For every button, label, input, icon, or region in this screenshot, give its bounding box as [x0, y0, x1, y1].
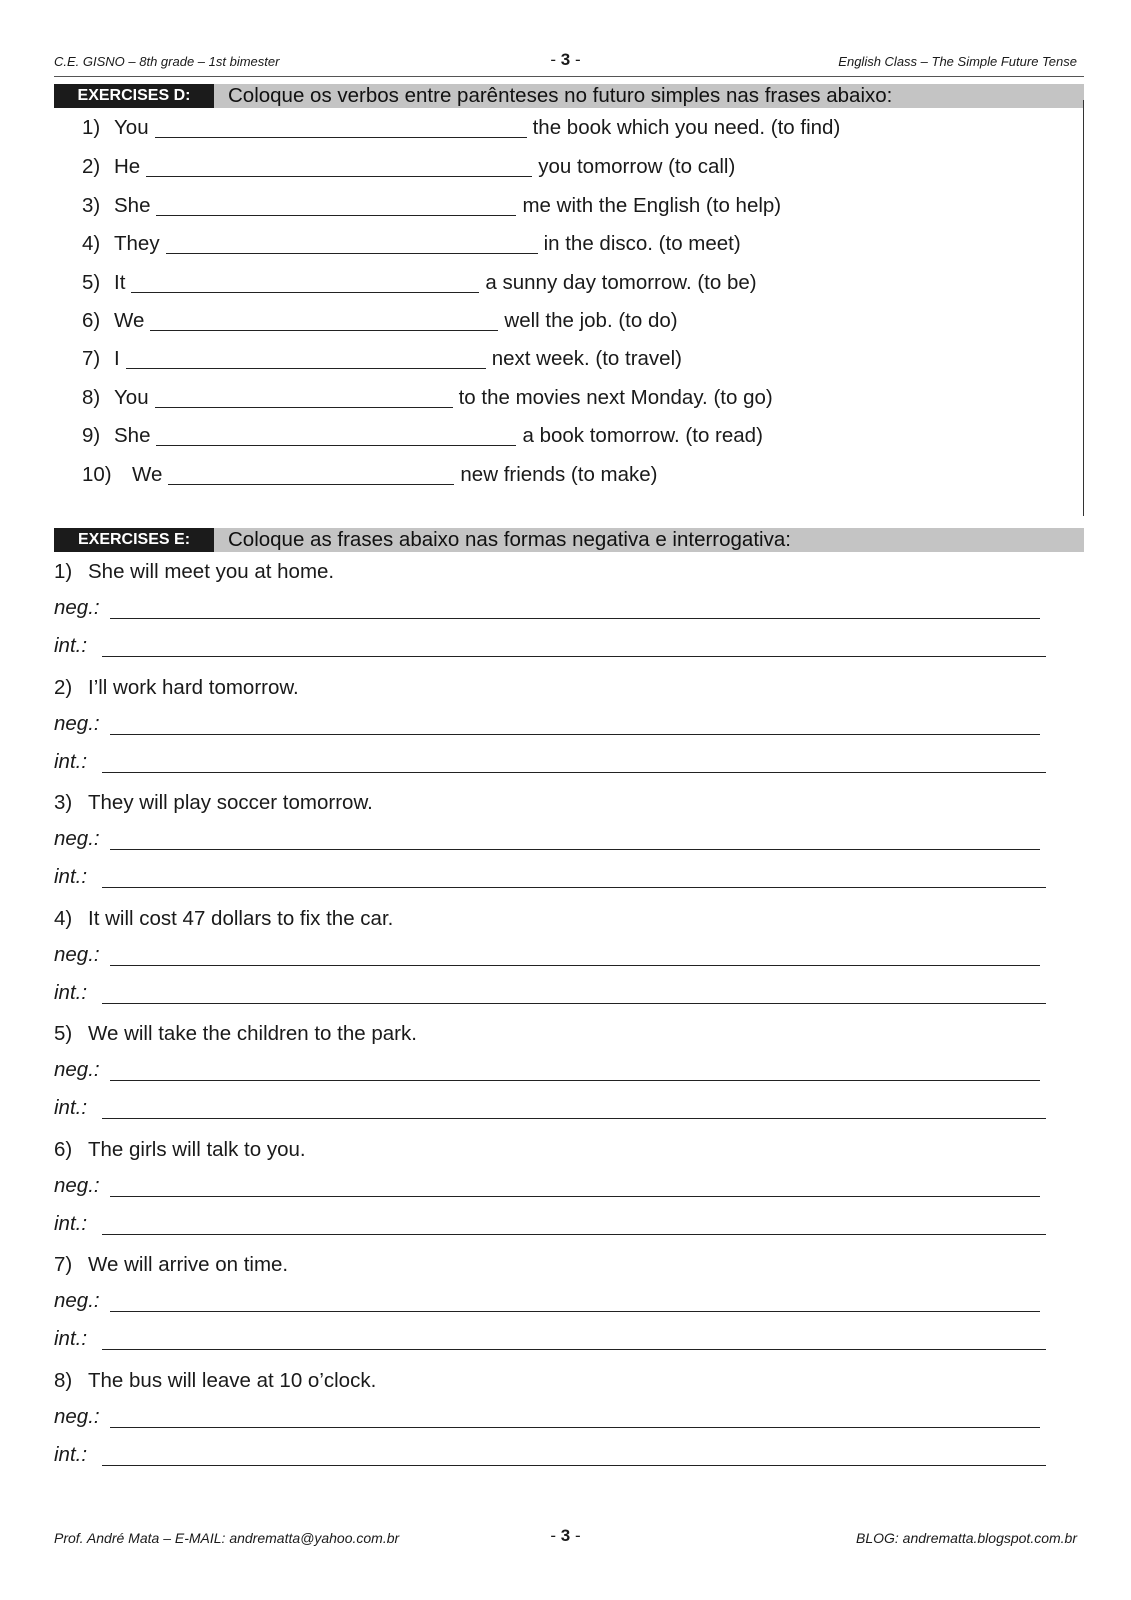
exercise-e-int-label: int.:	[54, 865, 88, 888]
header-page-number-value: 3	[560, 50, 571, 69]
footer-page-number-value: 3	[560, 1526, 571, 1545]
exercise-e-number: 7)	[54, 1253, 73, 1276]
exercise-e-question	[54, 1022, 417, 1046]
exercises-d-header	[54, 84, 1084, 108]
exercise-e-int-label: int.:	[54, 1327, 88, 1350]
exercise-d-subject: I	[114, 347, 120, 370]
exercises-d-title: Coloque os verbos entre parênteses no futuro simples nas frases abaixo:	[228, 84, 893, 107]
exercise-d-rest: the book which you need. (to find)	[532, 116, 841, 139]
exercise-d-rest: me with the English (to help)	[522, 194, 782, 217]
exercise-e-neg-answer-line[interactable]	[110, 1080, 1040, 1081]
exercises-d-side-border	[1083, 100, 1084, 516]
exercise-e-number: 5)	[54, 1022, 73, 1045]
exercise-e-int-label: int.:	[54, 980, 88, 1004]
exercise-d-answer-blank[interactable]	[146, 156, 532, 177]
footer-blog: BLOG: andrematta.blogspot.com.br	[856, 1530, 1077, 1546]
exercise-e-neg-label: neg.:	[54, 1289, 100, 1312]
exercise-e-int-label: int.:	[54, 1442, 88, 1466]
exercise-e-neg-answer-line[interactable]	[110, 965, 1040, 966]
header-page-number: - 3 -	[550, 50, 581, 69]
exercise-e-neg-label: neg.:	[54, 827, 100, 850]
exercise-e-question	[54, 1138, 306, 1162]
exercise-d-rest: a book tomorrow. (to read)	[522, 424, 763, 447]
exercise-e-question	[54, 560, 334, 584]
exercise-d-subject: He	[114, 155, 141, 178]
exercise-e-int-answer-line[interactable]	[102, 772, 1046, 773]
exercise-d-answer-blank[interactable]	[168, 464, 454, 485]
exercise-e-neg-row	[54, 710, 1054, 738]
exercise-e-number: 8)	[54, 1368, 73, 1392]
exercise-d-number: 2)	[82, 155, 101, 178]
exercise-d-answer-blank[interactable]	[131, 272, 479, 293]
exercise-e-int-row	[54, 632, 1054, 660]
exercise-e-neg-label: neg.:	[54, 1058, 100, 1081]
exercise-e-int-label: int.:	[54, 1096, 88, 1119]
exercise-e-sentence: We will arrive on time.	[88, 1253, 289, 1276]
exercise-e-int-answer-line[interactable]	[102, 1003, 1046, 1004]
exercise-e-neg-answer-line[interactable]	[110, 734, 1040, 735]
footer-page-number: - 3 -	[550, 1526, 581, 1545]
exercise-e-int-row	[54, 1325, 1054, 1353]
exercise-d-answer-blank[interactable]	[156, 195, 516, 216]
exercise-d-number: 10)	[82, 463, 112, 486]
exercise-d-rest: next week. (to travel)	[491, 347, 682, 370]
exercise-e-question	[54, 907, 393, 931]
exercise-e-sentence: The girls will talk to you.	[88, 1137, 306, 1161]
exercise-d-item	[82, 461, 658, 489]
exercise-e-question	[54, 791, 373, 815]
exercise-d-rest: a sunny day tomorrow. (to be)	[485, 271, 757, 294]
exercise-d-item	[82, 384, 773, 412]
exercise-e-neg-row	[54, 941, 1054, 969]
exercise-d-answer-blank[interactable]	[166, 233, 538, 254]
exercise-d-item	[82, 192, 781, 220]
exercise-d-item	[82, 422, 763, 450]
exercise-d-number: 6)	[82, 309, 101, 332]
exercise-e-neg-answer-line[interactable]	[110, 1311, 1040, 1312]
exercise-d-rest: you tomorrow (to call)	[538, 155, 736, 178]
header-class-info: English Class – The Simple Future Tense	[838, 54, 1077, 69]
exercise-e-int-label: int.:	[54, 749, 88, 773]
exercise-d-number: 3)	[82, 194, 101, 217]
exercises-e-tag: EXERCISES E:	[54, 528, 214, 552]
exercise-e-question	[54, 1253, 288, 1277]
exercise-e-int-answer-line[interactable]	[102, 887, 1046, 888]
exercise-d-item	[82, 153, 735, 181]
header-divider	[54, 76, 1084, 77]
exercise-e-neg-answer-line[interactable]	[110, 1196, 1040, 1197]
exercise-e-neg-row	[54, 1403, 1054, 1431]
exercise-d-item	[82, 269, 757, 297]
exercise-e-sentence: She will meet you at home.	[88, 560, 335, 583]
exercise-d-item	[82, 307, 678, 335]
exercise-e-neg-label: neg.:	[54, 1404, 100, 1428]
header-school-info: C.E. GISNO – 8th grade – 1st bimester	[54, 54, 280, 69]
exercise-d-number: 8)	[82, 386, 101, 409]
exercise-d-rest: in the disco. (to meet)	[543, 232, 741, 255]
exercise-e-int-row	[54, 1441, 1054, 1469]
exercise-e-number: 3)	[54, 791, 73, 814]
exercise-e-neg-answer-line[interactable]	[110, 849, 1040, 850]
exercise-d-subject: It	[114, 271, 126, 294]
exercise-d-answer-blank[interactable]	[155, 117, 527, 138]
exercise-e-question	[54, 676, 299, 700]
exercise-e-number: 2)	[54, 675, 73, 699]
exercise-d-subject: You	[114, 116, 149, 139]
exercise-e-sentence: I’ll work hard tomorrow.	[88, 675, 299, 699]
footer-email: Prof. André Mata – E-MAIL: andrematta@yahoo.com.br	[54, 1530, 400, 1546]
exercise-d-rest: new friends (to make)	[460, 463, 658, 486]
exercise-e-neg-answer-line[interactable]	[110, 618, 1040, 619]
exercise-d-number: 5)	[82, 271, 101, 294]
exercise-d-item	[82, 230, 741, 258]
exercise-e-int-row	[54, 863, 1054, 891]
exercise-d-rest: to the movies next Monday. (to go)	[458, 386, 773, 409]
exercise-e-neg-label: neg.:	[54, 1173, 100, 1197]
exercise-e-neg-label: neg.:	[54, 711, 100, 735]
exercise-d-number: 4)	[82, 232, 101, 255]
exercise-e-int-row	[54, 748, 1054, 776]
exercise-d-subject: We	[132, 463, 163, 486]
exercise-e-neg-label: neg.:	[54, 596, 100, 619]
exercise-e-neg-row	[54, 825, 1054, 853]
exercise-e-number: 1)	[54, 560, 73, 583]
exercise-d-answer-blank[interactable]	[156, 425, 516, 446]
exercise-e-int-answer-line[interactable]	[102, 1118, 1046, 1119]
exercise-e-neg-row	[54, 1172, 1054, 1200]
exercise-d-answer-blank[interactable]	[155, 387, 453, 408]
exercise-e-sentence: The bus will leave at 10 o’clock.	[88, 1368, 377, 1392]
exercise-e-sentence: We will take the children to the park.	[88, 1022, 417, 1045]
exercise-e-int-answer-line[interactable]	[102, 1465, 1046, 1466]
exercise-e-int-answer-line[interactable]	[102, 656, 1046, 657]
exercise-e-int-row	[54, 1094, 1054, 1122]
exercise-d-subject: They	[114, 232, 160, 255]
exercise-d-rest: well the job. (to do)	[504, 309, 678, 332]
exercise-d-subject: She	[114, 194, 151, 217]
exercises-e-header	[54, 528, 1084, 552]
exercise-d-item	[82, 114, 840, 142]
exercise-e-neg-label: neg.:	[54, 942, 100, 966]
exercise-e-sentence: They will play soccer tomorrow.	[88, 791, 373, 814]
exercise-e-neg-row	[54, 1287, 1054, 1315]
exercises-e-title: Coloque as frases abaixo nas formas negativa e interrogativa:	[228, 528, 791, 551]
exercise-e-number: 4)	[54, 906, 73, 930]
exercise-d-answer-blank[interactable]	[150, 310, 498, 331]
exercise-d-answer-blank[interactable]	[126, 348, 486, 369]
exercise-e-int-answer-line[interactable]	[102, 1234, 1046, 1235]
exercise-d-subject: She	[114, 424, 151, 447]
exercise-d-number: 7)	[82, 347, 101, 370]
exercise-e-neg-row	[54, 1056, 1054, 1084]
exercise-e-neg-row	[54, 594, 1054, 622]
exercise-e-int-row	[54, 979, 1054, 1007]
exercise-d-subject: You	[114, 386, 149, 409]
exercise-e-int-label: int.:	[54, 1211, 88, 1235]
exercise-d-number: 1)	[82, 116, 101, 139]
exercise-e-neg-answer-line[interactable]	[110, 1427, 1040, 1428]
exercise-e-question	[54, 1369, 376, 1393]
exercise-e-int-row	[54, 1210, 1054, 1238]
exercise-e-sentence: It will cost 47 dollars to fix the car.	[88, 906, 394, 930]
exercise-d-item	[82, 345, 682, 373]
exercise-e-int-label: int.:	[54, 634, 88, 657]
exercise-e-number: 6)	[54, 1137, 73, 1161]
exercise-d-subject: We	[114, 309, 145, 332]
exercise-e-int-answer-line[interactable]	[102, 1349, 1046, 1350]
exercise-d-number: 9)	[82, 424, 101, 447]
exercises-d-tag: EXERCISES D:	[54, 84, 214, 108]
